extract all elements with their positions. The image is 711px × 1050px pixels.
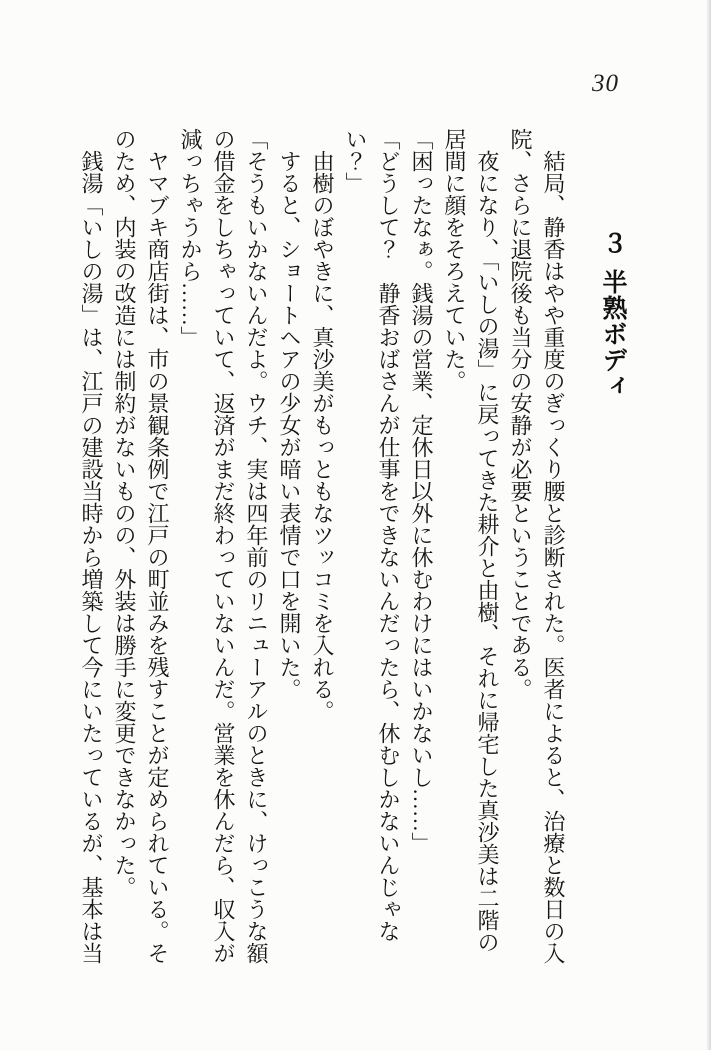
chapter-title: 半熟ボディ bbox=[599, 269, 626, 399]
paragraph: 夜になり、「いしの湯」に戻ってきた耕介と由樹、それに帰宅した真沙美は二階の居間に顔をそろえていた。 bbox=[442, 128, 500, 953]
paragraph: すると、ショートヘアの少女が暗い表情で口を開いた。 bbox=[277, 150, 302, 700]
paragraph: 銭湯「いしの湯」は、江戸の建設当時から増築して今にいたっているが、基本は当 bbox=[79, 150, 104, 964]
paragraph: ヤマブキ商店街は、市の景観条例で江戸の町並みを残すことが定められている。そのため、内装の改造には制約がないものの、外装は勝手に変更できなかった。 bbox=[112, 128, 170, 964]
body-text bbox=[75, 128, 570, 964]
page-number: 30 bbox=[592, 70, 619, 97]
paragraph: 「そうもいかないんだよ。ウチ、実は四年前のリニューアルのときに、けっこうな額の借金をしちゃっていて、返済がまだ終わっていないんだ。営業を休んだら、収入が減っちゃうから……」 bbox=[178, 128, 269, 964]
chapter-number: ３ bbox=[599, 230, 626, 256]
paragraph: 「どうして？ 静香おばさんが仕事をできないんだったら、休むしかないんじゃない？」 bbox=[343, 128, 401, 942]
scan-edge-shadow bbox=[706, 0, 711, 1050]
paragraph: 由樹のぼやきに、真沙美がもっともなツッコミを入れる。 bbox=[310, 150, 335, 722]
chapter-heading bbox=[592, 128, 632, 964]
paragraph: 結局、静香はやや重度のぎっくり腰と診断された。医者によると、治療と数日の入院、さらに退院後も当分の安静が必要ということである。 bbox=[508, 128, 566, 964]
paragraph: 「困ったなぁ。銭湯の営業、定休日以外に休むわけにはいかないし……」 bbox=[409, 128, 434, 854]
vertical-text-block bbox=[75, 128, 632, 964]
